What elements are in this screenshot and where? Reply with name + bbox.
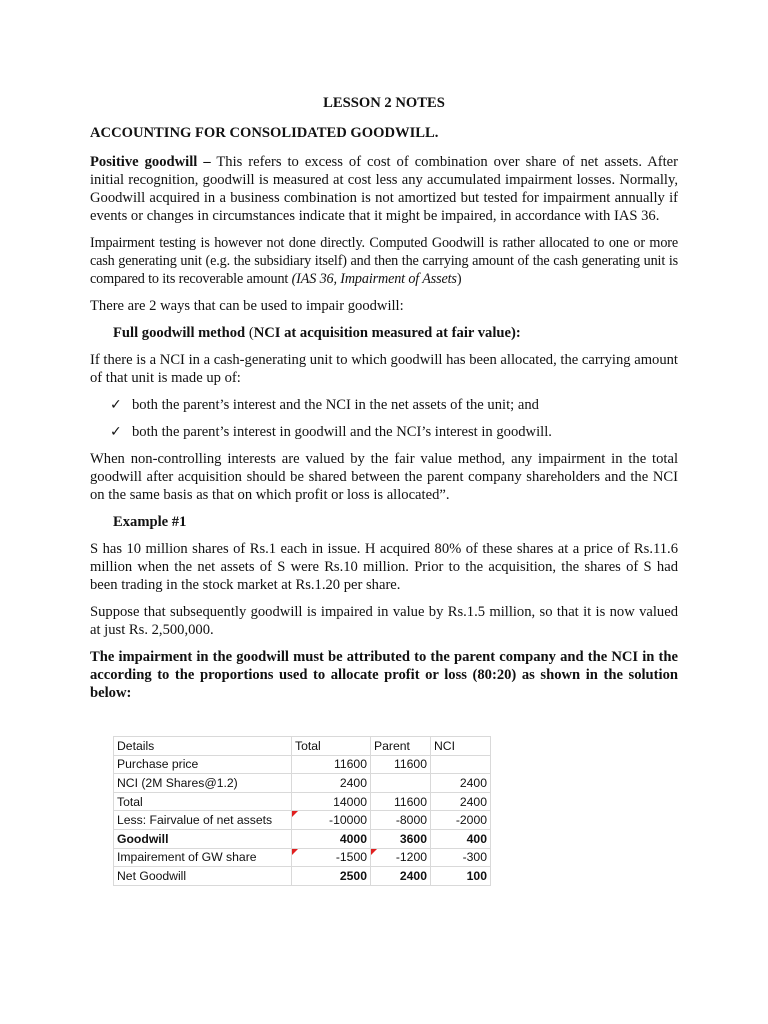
suppose-paragraph: Suppose that subsequently goodwill is impaired in value by Rs.1.5 million, so that it is now valued at just Rs. 2,500,000.	[90, 604, 678, 638]
attribution-paragraph: The impairment in the goodwill must be attributed to the parent company and the NCI in the according to the proportions used to allocate profit or loss (80:20) as shown in the solution below:	[90, 649, 678, 701]
full-method-paren: (	[245, 325, 254, 341]
header-parent: Parent	[371, 737, 431, 756]
cell-details: Impairement of GW share	[114, 848, 292, 867]
table-row	[114, 867, 491, 886]
header-total: Total	[292, 737, 371, 756]
table-row	[114, 848, 491, 867]
cell-nci: -2000	[431, 811, 491, 830]
cell-details: Net Goodwill	[114, 867, 292, 886]
table-row	[114, 792, 491, 811]
impairment-close: )	[456, 271, 462, 287]
cell-total: 14000	[292, 792, 371, 811]
table-header-row	[114, 737, 491, 756]
nci-intro-paragraph: If there is a NCI in a cash-generating unit to which goodwill has been allocated, the carrying amount of that unit is made up of:	[90, 352, 678, 386]
check-mark-icon: ✓	[110, 397, 122, 413]
list-item	[90, 396, 678, 414]
cell-details: Total	[114, 792, 292, 811]
full-method-detail: NCI at acquisition measured at fair value):	[253, 325, 521, 341]
cell-total: -10000	[292, 811, 371, 830]
cell-total: -1500	[292, 848, 371, 867]
cell-nci: 100	[431, 867, 491, 886]
cell-details: Less: Fairvalue of net assets	[114, 811, 292, 830]
positive-goodwill-label: Positive goodwill –	[90, 154, 211, 170]
fair-value-paragraph: When non-controlling interests are valued by the fair value method, any impairment in the total goodwill after acquisition should be shared between the parent company shareholders and the NCI on the same basis as that on which profit or loss is allocated”.	[90, 451, 678, 503]
impairment-reference: (IAS 36, Impairment of Assets	[291, 271, 457, 287]
two-ways-text: There are 2 ways that can be used to impair goodwill:	[90, 298, 404, 314]
example-title: Example #1	[113, 514, 187, 530]
cell-nci	[431, 755, 491, 774]
full-method-label: Full goodwill method	[113, 325, 246, 341]
table-row	[114, 774, 491, 793]
cell-total: 11600	[292, 755, 371, 774]
check-mark-icon: ✓	[110, 424, 122, 440]
cell-parent: 3600	[371, 829, 431, 848]
cell-total: 4000	[292, 829, 371, 848]
section-heading: ACCOUNTING FOR CONSOLIDATED GOODWILL.	[90, 125, 439, 141]
document-page	[90, 94, 678, 702]
table-row	[114, 829, 491, 848]
table-row	[114, 755, 491, 774]
cell-nci: -300	[431, 848, 491, 867]
cell-parent: -8000	[371, 811, 431, 830]
cell-nci: 2400	[431, 792, 491, 811]
impairment-text: Impairment testing is however not done directly. Computed Goodwill is rather allocated to one or more cash generating unit (e.g. the subsidiary itself) and then the carrying amount of the cash generating unit is compared to its recoverable amount	[90, 235, 678, 287]
cell-nci: 2400	[431, 774, 491, 793]
cell-parent: 2400	[371, 867, 431, 886]
table-row	[114, 811, 491, 830]
check-list	[90, 396, 678, 441]
cell-parent	[371, 774, 431, 793]
cell-parent: 11600	[371, 755, 431, 774]
positive-goodwill-text: This refers to excess of cost of combination over share of net assets. After initial recognition, goodwill is measured at cost less any accumulated impairment losses. Normally, Goodwill acquired in a business combination is not amortized but tested for impairment annually if events or changes in circumstances indicate that it might be impaired, in accordance with IAS 36.	[90, 154, 678, 224]
positive-goodwill-paragraph	[90, 153, 678, 225]
cell-details: Goodwill	[114, 829, 292, 848]
full-goodwill-heading	[90, 324, 678, 342]
example-paragraph: S has 10 million shares of Rs.1 each in issue. H acquired 80% of these shares at a price of Rs.11.6 million when the net assets of S were Rs.10 million. Prior to the acquisition, the shares of S had been trading in the stock market at Rs.1.20 per share.	[90, 541, 678, 593]
lesson-title: LESSON 2 NOTES	[323, 95, 445, 111]
header-nci: NCI	[431, 737, 491, 756]
cell-details: Purchase price	[114, 755, 292, 774]
list-item	[90, 423, 678, 441]
goodwill-table	[113, 736, 491, 886]
impairment-paragraph	[90, 234, 678, 288]
header-details: Details	[114, 737, 292, 756]
cell-total: 2400	[292, 774, 371, 793]
cell-total: 2500	[292, 867, 371, 886]
list-item-text: both the parent’s interest and the NCI in the net assets of the unit; and	[132, 397, 539, 413]
cell-parent: -1200	[371, 848, 431, 867]
cell-parent: 11600	[371, 792, 431, 811]
list-item-text: both the parent’s interest in goodwill and the NCI’s interest in goodwill.	[132, 424, 552, 440]
cell-details: NCI (2M Shares@1.2)	[114, 774, 292, 793]
cell-nci: 400	[431, 829, 491, 848]
